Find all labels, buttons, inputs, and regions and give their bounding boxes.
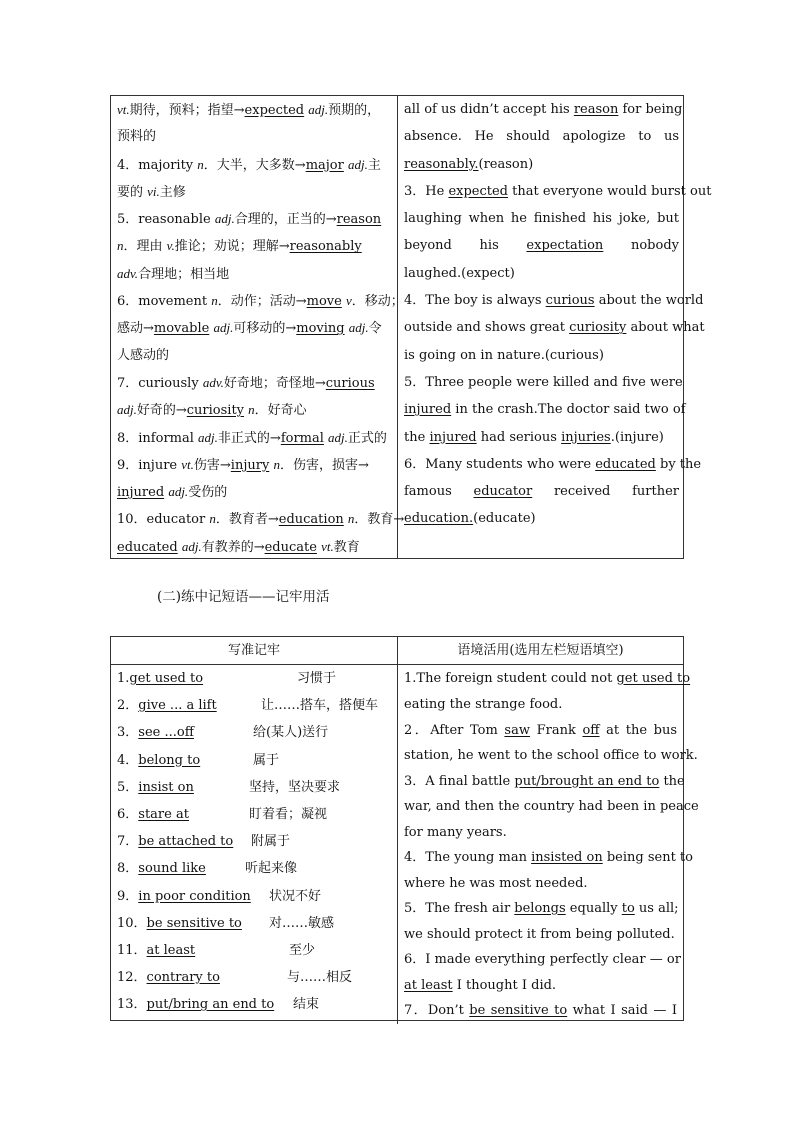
context-line: 7．Don’t be sensitive to what I said — I: [404, 1003, 677, 1019]
context-line: where he was most needed.: [404, 875, 588, 891]
context-line: we should protect it from being polluted.: [404, 926, 675, 942]
context-line: 6．I made everything perfectly clear — or: [404, 952, 681, 968]
sentence-line: beyond his expectation nobody: [404, 238, 679, 254]
sentence-line: education.(educate): [404, 511, 536, 527]
sentence-line: outside and shows great curiosity about what: [404, 320, 705, 336]
phrase-row: 7．be attached to 附属于: [117, 834, 291, 850]
word-line: vt.期待，预料；指望→expected adj.预期的，: [117, 102, 381, 118]
phrase-row: 10．be sensitive to 对……敏感: [117, 915, 335, 931]
sentence-line: all of us didn’t accept his reason for being: [404, 102, 683, 117]
word-line: 人感动的: [117, 347, 170, 363]
word-line: educated adj.有教养的→educate vt.教育: [117, 538, 360, 555]
word-line: n．理由 v.推论；劝说；理解→reasonably: [117, 238, 362, 255]
phrase-table: [110, 636, 699, 1021]
word-line: 感动→movable adj.可移动的→moving adj.令: [117, 320, 382, 337]
phrase-row: 4．belong to 属于: [117, 752, 280, 768]
context-line: eating the strange food.: [404, 697, 563, 713]
word-line: 预料的: [117, 129, 157, 145]
context-line: 1.The foreign student could not get used to: [404, 671, 691, 686]
sentence-line: famous educator received further: [404, 484, 679, 500]
context-line: 5．The fresh air belongs equally to us all;: [404, 901, 679, 917]
word-line: 5．reasonable adj.合理的，正当的→reason: [117, 211, 382, 228]
sentence-line: 3．He expected that everyone would burst out: [404, 183, 712, 199]
sentence-line: is going on in nature.(curious): [404, 347, 604, 363]
word-line: 6．movement n．动作；活动→move v．移动；: [117, 293, 404, 310]
sentence-line: 4．The boy is always curious about the world: [404, 293, 704, 309]
phrase-table-header: [111, 637, 683, 665]
phrase-row: 13．put/bring an end to 结束: [117, 997, 320, 1013]
phrase-row: 8．sound like 听起来像: [117, 861, 298, 877]
context-line: at least I thought I did.: [404, 977, 557, 993]
context-line: war, and then the country had been in peace: [404, 799, 699, 815]
header-right: 语境活用(选用左栏短语填空): [457, 643, 624, 658]
vocabulary-table: [110, 95, 712, 559]
word-line: 要的 vi.主修: [117, 183, 186, 200]
context-column: [398, 665, 699, 1024]
section-title: (二)练中记短语——记牢用活: [157, 589, 330, 605]
word-line: 10．educator n．教育者→education n．教育→: [117, 511, 405, 528]
word-line: adj.好奇的→curiosity n．好奇心: [117, 402, 307, 419]
sentence-line: laughing when he finished his joke, but: [404, 211, 679, 227]
sentence-line: laughed.(expect): [404, 265, 515, 281]
sentence-line: reasonably.(reason): [404, 156, 534, 172]
context-line: 4．The young man insisted on being sent to: [404, 850, 693, 866]
word-line: 9．injure vt.伤害→injury n．伤害，损害→: [117, 456, 369, 473]
context-line: 2．After Tom saw Frank off at the bus: [404, 722, 678, 738]
sentence-column: [398, 96, 712, 558]
phrase-row: 2．give ... a lift 让……搭车，搭便车: [117, 698, 379, 714]
phrase-row: 12．contrary to 与……相反: [117, 970, 353, 986]
phrase-column: [111, 665, 398, 1024]
word-line: 8．informal adj.非正式的→formal adj.正式的: [117, 429, 387, 446]
phrase-row: 1.get used to 习惯于: [117, 671, 337, 686]
phrase-row: 9．in poor condition 状况不好: [117, 888, 322, 904]
context-line: for many years.: [404, 824, 507, 840]
word-line: injured adj.受伤的: [117, 484, 228, 501]
phrase-row: 11．at least 至少: [117, 942, 316, 958]
word-family-column: [111, 96, 405, 558]
context-line: 3．A final battle put/brought an end to the: [404, 773, 685, 789]
phrase-table-body: [111, 665, 699, 1024]
header-left: 写准记牢: [111, 637, 398, 664]
phrase-row: 3．see ...off 给(某人)送行: [117, 725, 329, 741]
word-line: adv.合理地；相当地: [117, 265, 230, 282]
phrase-row: 6．stare at 盯着看；凝视: [117, 806, 328, 822]
sentence-line: absence. He should apologize to us: [404, 129, 679, 145]
sentence-line: injured in the crash.The doctor said two of: [404, 402, 686, 418]
sentence-line: 5．Three people were killed and five were: [404, 374, 683, 390]
sentence-line: the injured had serious injuries.(injure): [404, 429, 664, 445]
sentence-line: 6．Many students who were educated by the: [404, 456, 702, 472]
word-line: 4．majority n．大半，大多数→major adj.主: [117, 156, 381, 173]
word-line: 7．curiously adv.好奇地；奇怪地→curious: [117, 374, 375, 391]
context-line: station, he went to the school office to work.: [404, 748, 698, 764]
phrase-row: 5．insist on 坚持，坚决要求: [117, 779, 341, 795]
